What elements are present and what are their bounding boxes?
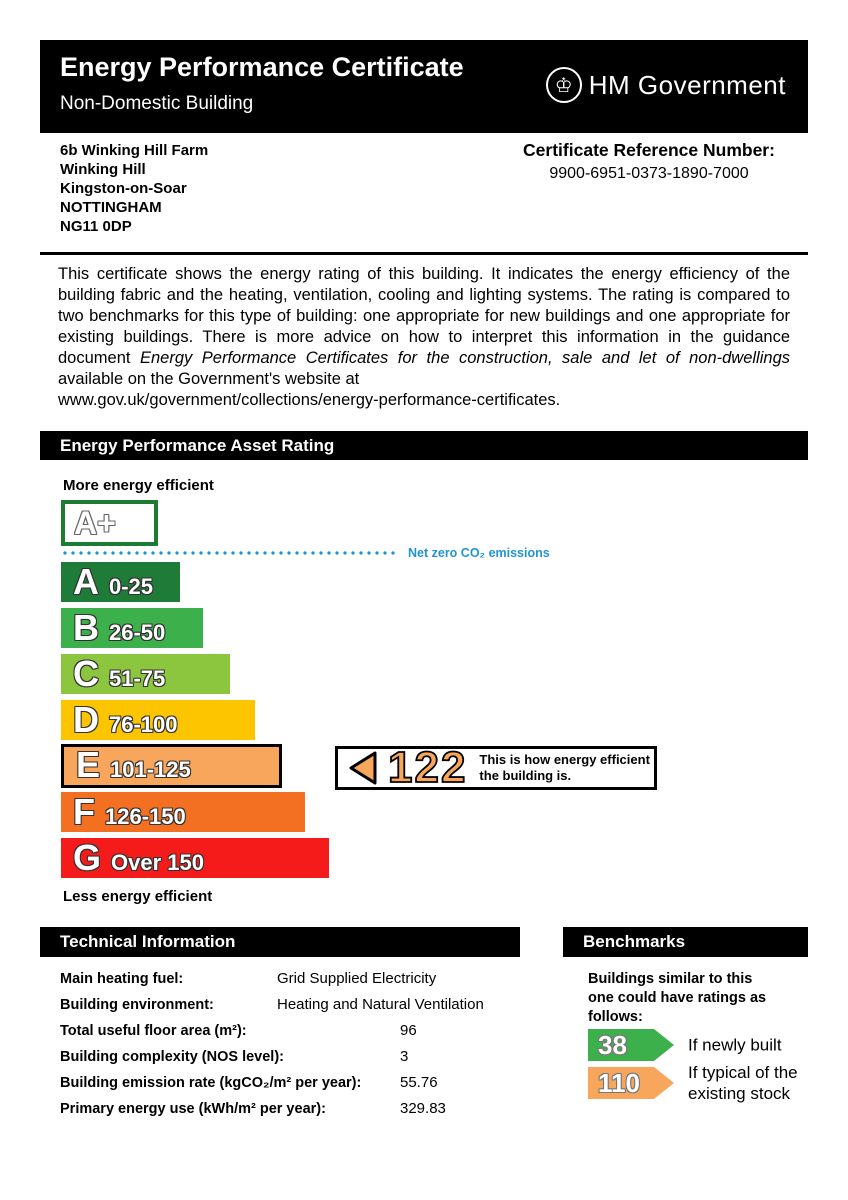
- benchmark-value: 110: [598, 1068, 640, 1098]
- address-line: 6b Winking Hill Farm: [60, 142, 209, 159]
- technical-value: Grid Supplied Electricity: [277, 970, 437, 987]
- rating-caption-line2: the building is.: [479, 768, 572, 783]
- technical-value: 96: [400, 1022, 417, 1039]
- intro-text: This certificate shows the energy rating of this building. It indicates the energy efficiency of the building fabric and the heating, ventilation, cooling and lighting systems. The rating is compared to two benchmarks for this type of building: one appropriate for new buildings and one appropriate for existing buildings. There is more advice on how to interpret this information in the guidance document: [58, 265, 790, 367]
- benchmarks-intro-line: one could have ratings as: [588, 990, 767, 1006]
- band-letter: D: [73, 699, 99, 740]
- technical-label: Building emission rate (kgCO₂/m² per year):: [60, 1075, 362, 1091]
- technical-section-title: Technical Information: [60, 932, 236, 951]
- more-efficient-label: More energy efficient: [63, 477, 214, 494]
- net-zero-dotted-line: [61, 550, 399, 556]
- certificate-reference: [490, 140, 808, 183]
- technical-label: Total useful floor area (m²):: [60, 1023, 247, 1039]
- band-range: Over 150: [111, 850, 204, 875]
- certificate-reference-number: 9900-6951-0373-1890-7000: [549, 165, 749, 182]
- technical-row: [60, 970, 540, 988]
- technical-row: [60, 1048, 540, 1066]
- intro-text-after: available on the Government's website at: [58, 370, 360, 388]
- benchmarks-list: [588, 1029, 828, 1105]
- property-address: [60, 141, 208, 236]
- benchmarks-intro-line: Buildings similar to this: [588, 971, 753, 987]
- address-line: Winking Hill: [60, 161, 146, 178]
- technical-value: 3: [400, 1048, 409, 1065]
- benchmarks-section-header: [563, 927, 808, 957]
- hm-government-label: HM Government: [588, 69, 786, 100]
- net-zero-line: [61, 546, 550, 560]
- technical-row: [60, 1100, 540, 1118]
- benchmark-value: 38: [598, 1030, 627, 1060]
- technical-row: [60, 996, 540, 1014]
- left-arrow-icon: [348, 751, 378, 785]
- technical-label: Main heating fuel:: [60, 971, 184, 987]
- benchmarks-intro: [588, 970, 766, 1027]
- benchmark-label-line: If newly built: [688, 1035, 782, 1055]
- technical-value: 55.76: [400, 1074, 438, 1091]
- band-letter: F: [73, 791, 95, 832]
- technical-row: [60, 1022, 540, 1040]
- address-line: NG11 0DP: [60, 218, 132, 235]
- technical-value: Heating and Natural Ventilation: [277, 996, 484, 1013]
- band-range: 126-150: [105, 804, 186, 829]
- page-subtitle: Non-Domestic Building: [60, 93, 254, 114]
- benchmark-label-line: existing stock: [688, 1084, 791, 1103]
- band-letter: E: [76, 744, 101, 785]
- gov-collections-url: www.gov.uk/government/collections/energy-performance-certificates.: [58, 391, 561, 409]
- intro-guidance-title: Energy Performance Certificates for the construction, sale and let of non-dwellings: [139, 349, 790, 367]
- band-c: [61, 654, 230, 694]
- band-range: 0-25: [109, 574, 154, 599]
- benchmark-item: [588, 1029, 828, 1061]
- crown-icon: ♔: [546, 67, 582, 103]
- band-a-plus-label: A+: [74, 505, 116, 541]
- benchmark-label: [688, 1035, 782, 1056]
- band-range: 101-125: [110, 757, 191, 782]
- band-letter: A: [73, 561, 99, 602]
- technical-label: Building environment:: [60, 997, 214, 1013]
- divider-line: [40, 252, 808, 255]
- band-f: [61, 792, 305, 832]
- band-range: 26-50: [109, 620, 166, 645]
- technical-value: 329.83: [400, 1100, 446, 1117]
- benchmark-label: [688, 1062, 798, 1104]
- band-g: [61, 838, 329, 878]
- benchmark-item: [588, 1063, 828, 1103]
- certificate-reference-label: Certificate Reference Number:: [523, 140, 775, 160]
- rating-scale: [61, 562, 329, 884]
- rating-caption-line1: This is how energy efficient: [479, 752, 650, 767]
- asset-rating-section-header: [40, 431, 808, 460]
- intro-paragraph: [58, 264, 790, 411]
- header-bar: [40, 40, 808, 133]
- technical-section-header: [40, 927, 520, 957]
- technical-label: Building complexity (NOS level):: [60, 1049, 284, 1065]
- page-title: Energy Performance Certificate: [60, 52, 464, 82]
- band-range: 76-100: [109, 712, 178, 737]
- less-efficient-label: Less energy efficient: [63, 888, 213, 905]
- technical-label: Primary energy use (kWh/m² per year):: [60, 1101, 326, 1117]
- benchmark-label-line: If typical of the: [688, 1063, 798, 1082]
- rating-value: 122: [388, 743, 468, 793]
- benchmarks-intro-line: follows:: [588, 1009, 643, 1025]
- benchmarks-section-title: Benchmarks: [583, 932, 686, 951]
- technical-row: [60, 1074, 540, 1092]
- band-d: [61, 700, 255, 740]
- band-letter: C: [73, 653, 99, 694]
- net-zero-label: Net zero CO₂ emissions: [408, 546, 550, 560]
- hm-government-logo: [546, 67, 786, 103]
- band-a: [61, 562, 180, 602]
- band-b: [61, 608, 203, 648]
- band-e: [61, 744, 282, 788]
- asset-rating-section-title: Energy Performance Asset Rating: [60, 435, 335, 455]
- technical-table: [60, 970, 540, 1126]
- address-line: NOTTINGHAM: [60, 199, 162, 216]
- band-a-plus: [61, 500, 158, 546]
- rating-caption: [479, 752, 649, 784]
- band-letter: B: [73, 607, 99, 648]
- rating-indicator: [335, 743, 657, 793]
- band-range: 51-75: [109, 666, 166, 691]
- address-line: Kingston-on-Soar: [60, 180, 187, 197]
- band-letter: G: [73, 837, 102, 878]
